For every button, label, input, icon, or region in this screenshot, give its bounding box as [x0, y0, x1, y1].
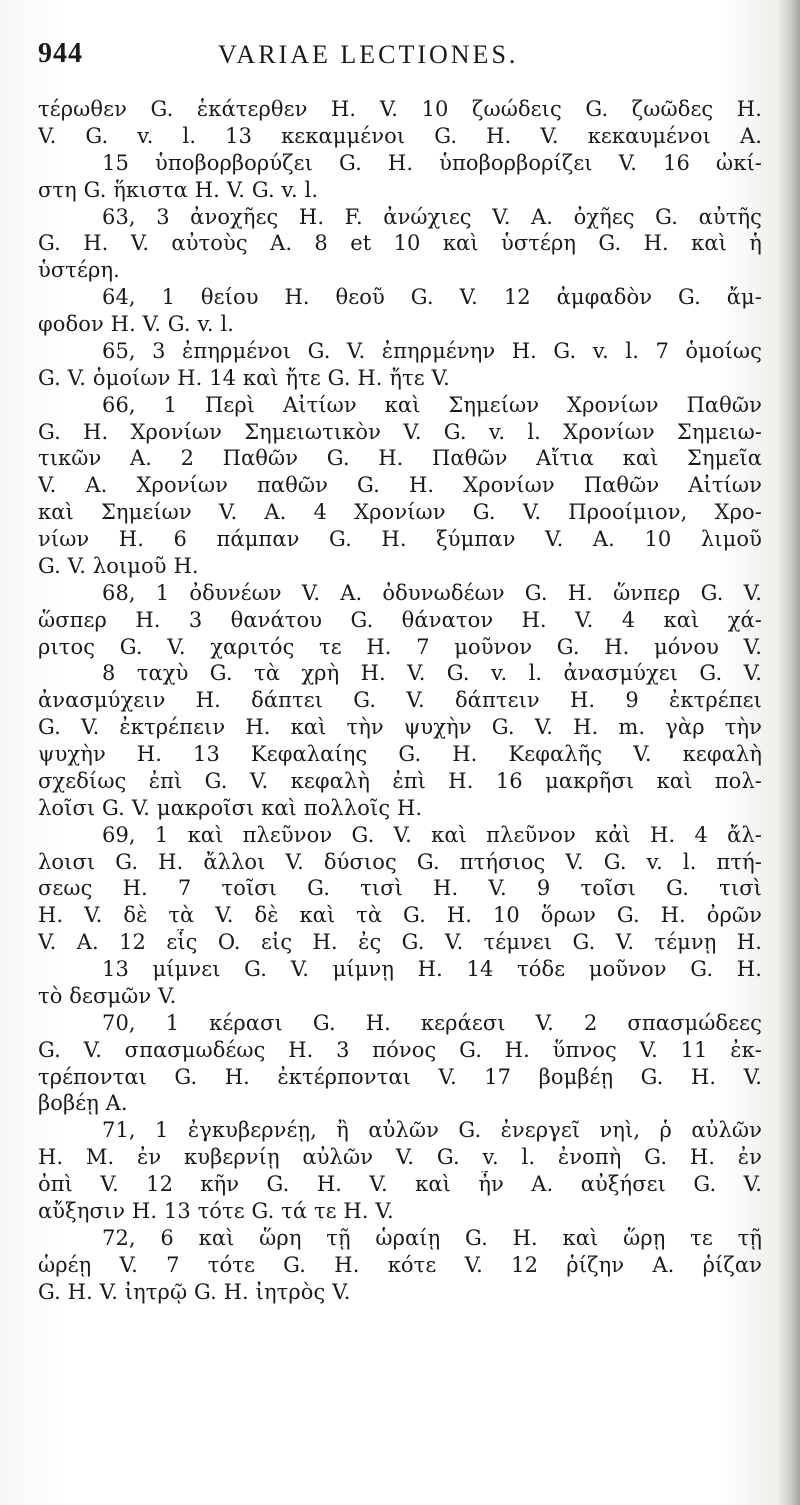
text-line: 68, 1 ὀδυνέων V. A. ὀδυνωδέων G. H. ὥνπερ G. V. — [102, 580, 762, 605]
text-line: 71, 1 ἐγκυβερνέῃ, ἢ αὐλῶν G. ἐνεργεῖ νηὶ, ῥ αὐλῶν — [102, 1118, 762, 1143]
text-line: G. H. Χρονίων Σημειωτικὸν V. G. v. l. Χρονίων Σημειω- — [38, 419, 762, 444]
text-line: τέρωθεν G. ἑκάτερθεν H. V. 10 ζωώδεις G. ζωῶδες H. — [38, 97, 762, 121]
text-line: G. V. σπασμωδέως H. 3 πόνος G. H. ὕπνος V. 11 ἐκ- — [38, 1037, 762, 1062]
text-line: λοῖσι G. V. μακροῖσι καὶ πολλοῖς H. — [38, 795, 423, 820]
text-line: βοβέῃ A. — [38, 1091, 128, 1116]
text-body — [38, 96, 762, 1305]
text-line: ἀνασμύχειν H. δάπτει G. V. δάπτειν H. 9 ἐκτρέπει — [38, 688, 762, 713]
text-line: 8 ταχὺ G. τὰ χρὴ H. V. G. v. l. ἀνασμύχει G. V. — [102, 661, 762, 686]
text-line: 64, 1 θείου H. θεοῦ G. V. 12 ἀμφαδὸν G. ἄμ- — [102, 285, 762, 310]
text-line: ὑστέρη. — [38, 258, 120, 283]
text-line: V. A. 12 εἷς O. εἰς H. ἐς G. V. τέμνει G. V. τέμνῃ H. — [38, 930, 762, 955]
running-head: VARIAE LECTIONES. — [218, 40, 519, 69]
text-line: σχεδίως ἐπὶ G. V. κεφαλὴ ἐπὶ H. 16 μακρῆσι καὶ πολ- — [38, 768, 762, 793]
text-line: G. V. ἐκτρέπειν H. καὶ τὴν ψυχὴν G. V. H. m. γὰρ τὴν — [38, 715, 762, 740]
text-line: νίων H. 6 πάμπαν G. H. ξύμπαν V. A. 10 λιμοῦ — [38, 527, 762, 551]
text-line: G. V. ὁμοίων H. 14 καὶ ἤτε G. H. ἤτε V. — [38, 365, 450, 390]
text-line: 63, 3 ἀνοχῆες H. F. ἀνώχιες V. A. ὀχῆες G. αὐτῆς — [102, 204, 762, 229]
text-line: τρέπονται G. H. ἐκτέρπονται V. 17 βομβέῃ G. H. V. — [38, 1064, 762, 1089]
text-line: 72, 6 καὶ ὥρη τῇ ὡραίῃ G. H. καὶ ὥρῃ τε τῇ — [102, 1225, 762, 1250]
text-line: λοισι G. H. ἄλλοι V. δύσιος G. πτήσιος V. G. v. l. πτή- — [38, 849, 762, 874]
text-line: G. H. V. ἰητρῷ G. H. ἰητρὸς V. — [38, 1279, 351, 1304]
page-header — [38, 38, 758, 82]
text-line: αὔξησιν H. 13 τότε G. τά τε H. V. — [38, 1198, 394, 1223]
text-line: φοδον H. V. G. v. l. — [38, 312, 235, 336]
text-line: τὸ δεσμῶν V. — [38, 983, 177, 1008]
page-edge-shadow — [778, 0, 800, 1505]
text-line: τικῶν A. 2 Παθῶν G. H. Παθῶν Αἴτια καὶ Σημεῖα — [38, 446, 762, 471]
page-number: 944 — [38, 38, 83, 69]
text-line: H. V. δὲ τὰ V. δὲ καὶ τὰ G. H. 10 ὅρων G. H. ὀρῶν — [38, 903, 762, 928]
text-line: ὥσπερ H. 3 θανάτου G. θάνατον H. V. 4 καὶ χά- — [38, 607, 762, 632]
text-line: V. G. v. l. 13 κεκαμμένοι G. H. V. κεκαυμένοι A. — [38, 123, 762, 148]
text-line: G. V. λοιμοῦ H. — [38, 553, 199, 578]
text-line: 15 ὑποβορβορύζει G. H. ὑποβορβορίζει V. 16 ὠκί- — [102, 150, 762, 175]
text-line: G. H. V. αὐτοὺς A. 8 et 10 καὶ ὑστέρη G. H. καὶ ἡ — [38, 231, 762, 256]
text-line: 66, 1 Περὶ Αἰτίων καὶ Σημείων Χρονίων Παθῶν — [102, 392, 762, 417]
text-line: σεως H. 7 τοῖσι G. τισὶ H. V. 9 τοῖσι G. τισὶ — [38, 876, 762, 901]
text-line: 13 μίμνει G. V. μίμνῃ H. 14 τόδε μοῦνον G. H. — [102, 957, 762, 981]
text-line: ψυχὴν H. 13 Κεφαλαίης G. H. Κεφαλῆς V. κεφαλὴ — [38, 742, 762, 766]
text-line: καὶ Σημείων V. A. 4 Χρονίων G. V. Προοίμιον, Χρο- — [38, 500, 762, 525]
text-line: 70, 1 κέρασι G. H. κεράεσι V. 2 σπασμώδεες — [102, 1010, 762, 1035]
text-line: H. M. ἐν κυβερνίῃ αὐλῶν V. G. v. l. ἐνοπὴ G. H. ἐν — [38, 1145, 762, 1170]
text-line: ριτος G. V. χαριτός τε H. 7 μοῦνον G. H. μόνου V. — [38, 634, 762, 659]
text-line: στη G. ἥκιστα H. V. G. v. l. — [38, 177, 319, 202]
text-line: ὡρέῃ V. 7 τότε G. H. κότε V. 12 ῥίζην A. ῥίζαν — [38, 1252, 762, 1277]
text-line: 69, 1 καὶ πλεῦνον G. V. καὶ πλεῦνον κἀὶ H. 4 ἄλ- — [102, 822, 762, 847]
text-line: ὀπὶ V. 12 κῆν G. H. V. καὶ ἦν A. αὐξήσει G. V. — [38, 1172, 762, 1196]
text-line: V. A. Χρονίων παθῶν G. H. Χρονίων Παθῶν Αἰτίων — [38, 473, 762, 498]
text-line: 65, 3 ἐπηρμένοι G. V. ἐπηρμένην H. G. v. l. 7 ὁμοίως — [102, 338, 762, 363]
